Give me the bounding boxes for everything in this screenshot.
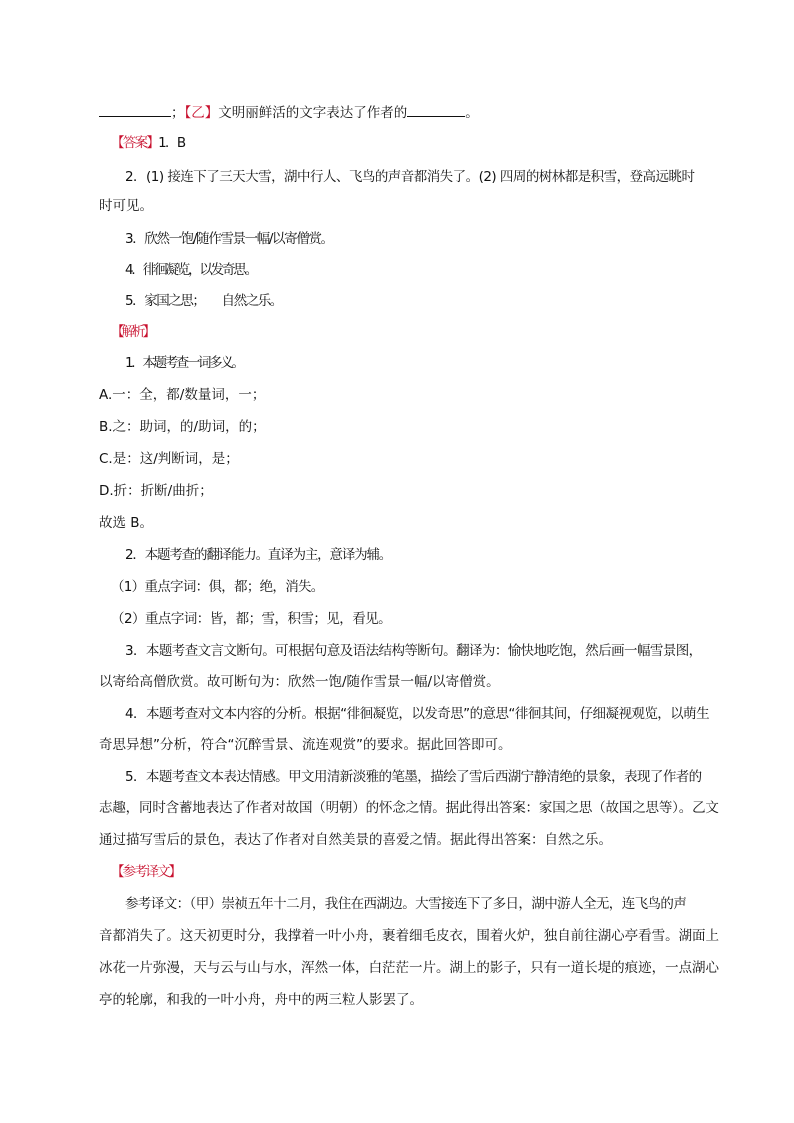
analysis-5-cont: 志趣，同时含蓄地表达了作者对故国（明朝）的怀念之情。据此得出答案：家国之思（故国之思等）。乙文 bbox=[99, 800, 719, 816]
analysis-4: 4．本题考查对文本内容的分析。根据“徘徊凝览，以发奇思”的意思“徘徊其间，仔细凝视观览，以萌生 bbox=[125, 706, 710, 722]
analysis-2-1: （1）重点字词：俱，都；绝，消失。 bbox=[111, 579, 324, 595]
question-line: ；【乙】文明丽鲜活的文字表达了作者的 。 bbox=[99, 102, 719, 123]
label-yi: 【乙】 bbox=[184, 105, 219, 121]
translation-line-3: 冰花一片弥漫，天与云与山与水，浑然一体，白茫茫一片。湖上的影子，只有一道长堤的痕迹，一点湖心 bbox=[99, 960, 719, 976]
option-b: B.之：助词，的/助词，的； bbox=[99, 419, 266, 435]
analysis-3-cont: 以寄给高僧欣赏。故可断句为：欣然一饱/随作雪景一幅/以寄僧赏。 bbox=[99, 674, 500, 690]
translation-heading: 【参考译文】 bbox=[111, 864, 180, 880]
answer-heading: 【答案】1．B bbox=[111, 135, 185, 151]
option-c: C.是：这/判断词，是； bbox=[99, 451, 239, 467]
analysis-4-cont: 奇思异想”分析，符合“沉醉雪景、流连观赏”的要求。据此回答即可。 bbox=[99, 737, 512, 753]
analysis-2-2: （2）重点字词：皆，都；雪，积雪；见，看见。 bbox=[111, 611, 392, 627]
analysis-2: 2．本题考查的翻译能力。直译为主，意译为辅。 bbox=[125, 547, 392, 563]
translation-line-4: 亭的轮廓，和我的一叶小舟，舟中的两三粒人影罢了。 bbox=[99, 992, 423, 1008]
analysis-choose: 故选 B。 bbox=[99, 515, 154, 531]
answer-blank[interactable] bbox=[407, 102, 465, 117]
analysis-heading: 【解析】 bbox=[111, 324, 153, 340]
option-a: A.一：全，都/数量词，一； bbox=[99, 387, 266, 403]
answer-blank[interactable] bbox=[99, 102, 171, 117]
answer-item-2-cont: 时可见。 bbox=[99, 198, 153, 214]
analysis-3: 3．本题考查文言文断句。可根据句意及语法结构等断句。翻译为：愉快地吃饱，然后画一幅雪景图， bbox=[125, 643, 702, 659]
answer-item-5: 5．家国之思； 自然之乐。 bbox=[125, 293, 282, 309]
translation-line-1: 参考译文：（甲）崇祯五年十二月，我住在西湖边。大雪接连下了多日，湖中游人全无，连飞鸟的声 bbox=[125, 896, 687, 912]
analysis-5-cont2: 通过描写雪后的景色，表达了作者对自然美景的喜爱之情。据此得出答案：自然之乐。 bbox=[99, 832, 612, 848]
translation-line-2: 音都消失了。这天初更时分，我撑着一叶小舟，裹着细毛皮衣，围着火炉，独自前往湖心亭看雪。湖面上 bbox=[99, 928, 719, 944]
answer-item-4: 4．徘徊凝览，以发奇思。 bbox=[125, 262, 257, 278]
analysis-1: 1．本题考查一词多义。 bbox=[125, 355, 243, 371]
answer-item-3: 3．欣然一饱/随作雪景一幅/以寄僧赏。 bbox=[125, 231, 333, 247]
answer-item-2: 2．(1) 接连下了三天大雪，湖中行人、飞鸟的声音都消失了。(2) 四周的树林都是积雪，登高远眺时 bbox=[125, 169, 695, 185]
option-d: D.折：折断/曲折； bbox=[99, 483, 213, 499]
analysis-5: 5．本题考查文本表达情感。甲文用清新淡雅的笔墨，描绘了雪后西湖宁静清绝的景象，表现了作者的 bbox=[125, 769, 702, 785]
